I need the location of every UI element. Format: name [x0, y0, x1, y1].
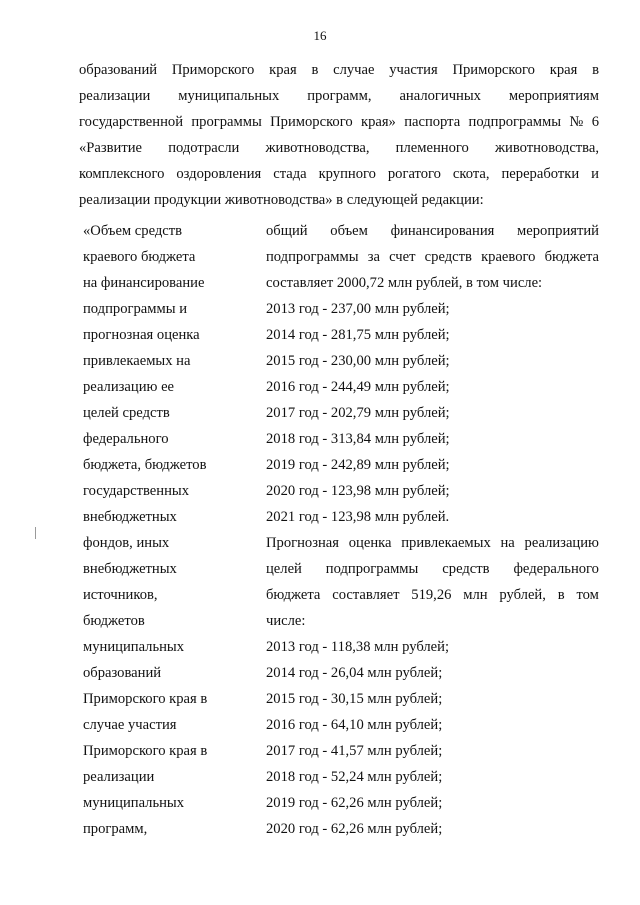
- word: общий: [266, 223, 308, 239]
- word: скота,: [452, 166, 490, 182]
- table-left-cell: целей средств: [83, 405, 170, 421]
- table-left-column: [83, 218, 263, 842]
- word: случае: [333, 62, 375, 78]
- table-left-cell: бюджета, бюджетов: [83, 457, 207, 473]
- table-right-cell: составляет 2000,72 млн рублей, в том числе:: [266, 275, 543, 291]
- word: животноводства,: [265, 140, 370, 156]
- table-left-cell: Приморского края в: [83, 743, 208, 759]
- word: Прогнозная: [266, 535, 339, 551]
- table-left-cell: муниципальных: [83, 639, 185, 655]
- table-left-cell: программ,: [83, 821, 148, 837]
- word: Приморского: [270, 114, 353, 130]
- table-right-column: [266, 218, 599, 842]
- table-left-cell: на финансирование: [83, 275, 205, 291]
- word: края: [549, 62, 578, 78]
- table-right-cell: 2013 год - 118,38 млн рублей;: [266, 639, 450, 655]
- word: государственной: [79, 114, 184, 130]
- word: животноводства,: [494, 140, 599, 156]
- word: бюджета: [266, 587, 321, 603]
- word: бюджета: [544, 249, 599, 265]
- table-right-cell: числе:: [266, 613, 306, 629]
- word: образований: [79, 62, 158, 78]
- margin-mark: [35, 527, 36, 539]
- table-right-cell: 2014 год - 281,75 млн рублей;: [266, 327, 450, 343]
- table-left-cell: Приморского края в: [83, 691, 208, 707]
- word: краевого: [481, 249, 536, 265]
- word: подпрограммы: [266, 249, 359, 265]
- table-left-cell: внебюджетных: [83, 561, 177, 577]
- table-right-cell: [266, 582, 599, 608]
- word: Приморского: [171, 62, 255, 78]
- intro-line: [79, 57, 599, 83]
- table-right-cell: 2020 год - 123,98 млн рублей;: [266, 483, 450, 499]
- word: в: [311, 62, 319, 78]
- intro-paragraph: [79, 57, 599, 213]
- word: за: [367, 249, 380, 265]
- word: комплексного: [79, 166, 165, 182]
- word: том: [576, 587, 599, 603]
- page-number: 16: [313, 28, 327, 43]
- word: 6: [591, 114, 599, 130]
- table-left-cell: подпрограммы и: [83, 301, 188, 317]
- word: переработки: [501, 166, 580, 182]
- table-right-cell: 2016 год - 244,49 млн рублей;: [266, 379, 450, 395]
- word: подотрасли: [168, 140, 240, 156]
- table-right-cell: 2015 год - 30,15 млн рублей;: [266, 691, 443, 707]
- word: паспорта: [404, 114, 461, 130]
- word: «Развитие: [79, 140, 143, 156]
- table-right-cell: 2021 год - 123,98 млн рублей.: [266, 509, 450, 525]
- word: рогатого: [387, 166, 441, 182]
- table-right-cell: 2014 год - 26,04 млн рублей;: [266, 665, 443, 681]
- word: мероприятий: [517, 223, 599, 239]
- table-right-cell: 2018 год - 313,84 млн рублей;: [266, 431, 450, 447]
- intro-line: [79, 161, 599, 187]
- word: реализацию: [524, 535, 599, 551]
- word: края: [269, 62, 297, 78]
- table-right-cell: 2019 год - 242,89 млн рублей;: [266, 457, 450, 473]
- table-left-cell: бюджетов: [83, 613, 145, 629]
- word: программы: [191, 114, 262, 130]
- intro-line: [79, 135, 599, 161]
- table-left-cell: привлекаемых на: [83, 353, 191, 369]
- table-left-cell: муниципальных: [83, 795, 185, 811]
- table-left-cell: краевого бюджета: [83, 249, 196, 265]
- word: федерального: [513, 561, 599, 577]
- word: счет: [389, 249, 416, 265]
- word: целей: [266, 561, 302, 577]
- table-right-cell: [266, 556, 599, 582]
- table-left-cell: источников,: [83, 587, 158, 603]
- table-right-cell: 2017 год - 202,79 млн рублей;: [266, 405, 450, 421]
- table-left-cell: фондов, иных: [83, 535, 170, 551]
- word: средств: [442, 561, 490, 577]
- word: подпрограммы: [325, 561, 419, 577]
- word: подпрограммы: [468, 114, 562, 130]
- word: 519,26: [411, 587, 452, 603]
- word: Приморского: [452, 62, 535, 78]
- table-right-cell: 2013 год - 237,00 млн рублей;: [266, 301, 450, 317]
- word: средств: [424, 249, 472, 265]
- word: аналогичных: [399, 88, 481, 104]
- word: стада: [273, 166, 307, 182]
- word: объем: [330, 223, 368, 239]
- word: программ,: [307, 88, 372, 104]
- word: на: [500, 535, 515, 551]
- word: реализации: [79, 88, 151, 104]
- word: финансирования: [390, 223, 495, 239]
- word: млн: [463, 587, 488, 603]
- table-right-cell: 2015 год - 230,00 млн рублей;: [266, 353, 450, 369]
- table-left-cell: государственных: [83, 483, 190, 499]
- table-right-cell: 2019 год - 62,26 млн рублей;: [266, 795, 443, 811]
- table-left-cell: внебюджетных: [83, 509, 177, 525]
- table-right-cell: 2017 год - 41,57 млн рублей;: [266, 743, 443, 759]
- word: привлекаемых: [401, 535, 491, 551]
- word: края»: [360, 114, 396, 130]
- intro-line: реализации продукции животноводства» в следующей редакции:: [79, 192, 484, 208]
- table-left-cell: реализацию ее: [83, 379, 175, 395]
- intro-line: [79, 83, 599, 109]
- word: мероприятиям: [508, 88, 599, 104]
- table-right-cell: 2016 год - 64,10 млн рублей;: [266, 717, 443, 733]
- word: и: [591, 166, 599, 182]
- table-left-cell: федерального: [83, 431, 169, 447]
- word: рублей,: [499, 587, 546, 603]
- word: крупного: [318, 166, 376, 182]
- word: составляет: [332, 587, 400, 603]
- word: муниципальных: [178, 88, 280, 104]
- intro-line: [79, 109, 599, 135]
- word: №: [569, 114, 584, 130]
- word: в: [592, 62, 599, 78]
- table-right-cell: 2020 год - 62,26 млн рублей;: [266, 821, 443, 837]
- table-right-cell: 2018 год - 52,24 млн рублей;: [266, 769, 443, 785]
- word: оздоровления: [176, 166, 262, 182]
- table-right-cell: [266, 530, 599, 556]
- table-left-cell: образований: [83, 665, 162, 681]
- table-left-cell: прогнозная оценка: [83, 327, 200, 343]
- word: племенного: [395, 140, 469, 156]
- table-left-cell: реализации: [83, 769, 155, 785]
- table-left-cell: «Объем средств: [83, 223, 183, 239]
- word: участия: [389, 62, 438, 78]
- table-left-cell: случае участия: [83, 717, 177, 733]
- table-right-cell: [266, 244, 599, 270]
- word: в: [557, 587, 565, 603]
- table-right-cell: [266, 218, 599, 244]
- word: оценка: [348, 535, 392, 551]
